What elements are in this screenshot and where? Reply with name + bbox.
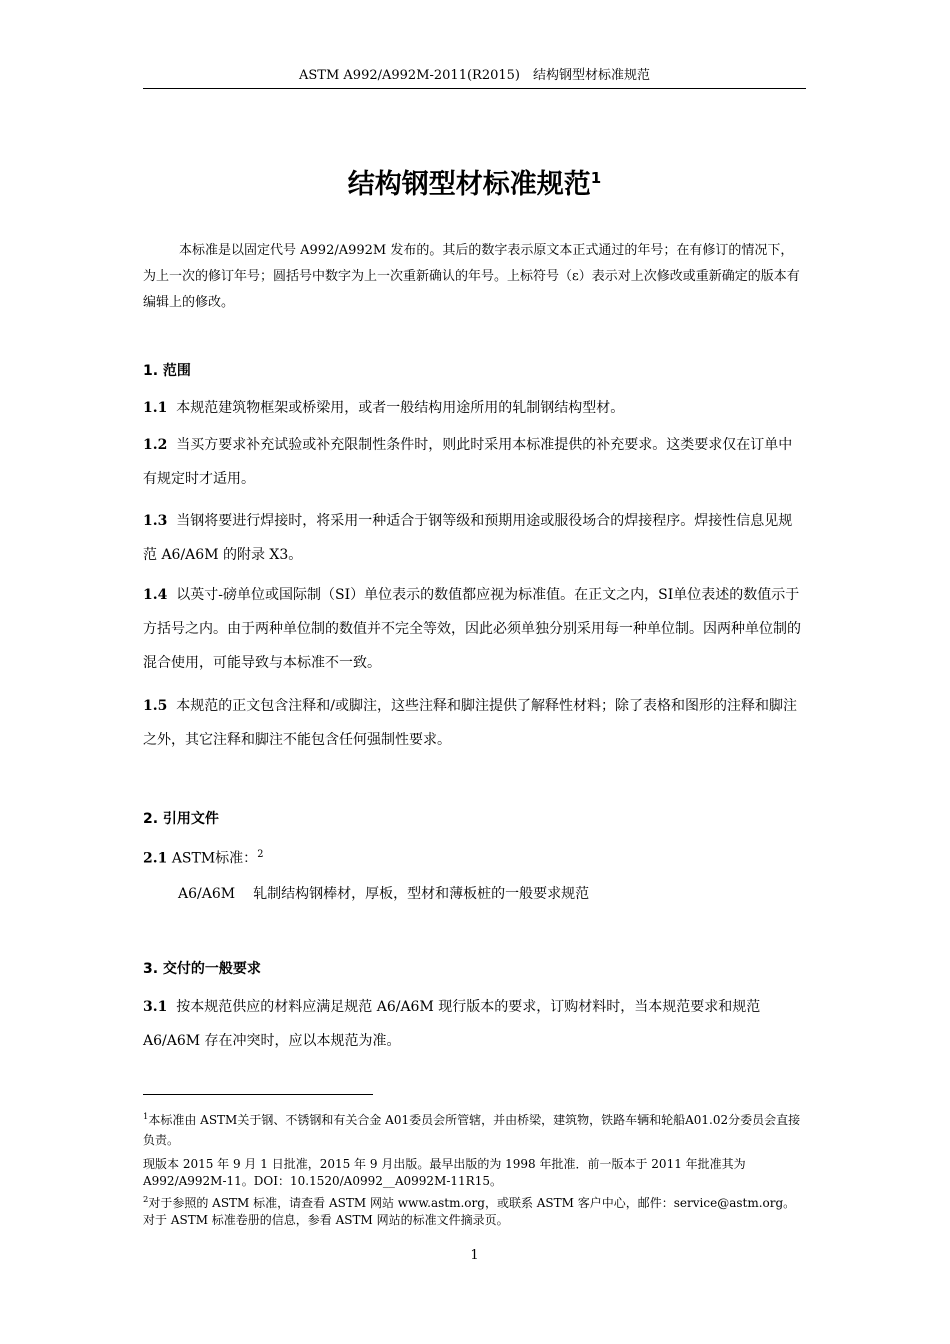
clause-number: 1.3 — [143, 513, 168, 529]
document-title — [143, 160, 806, 203]
clause-number: 1.1 — [143, 400, 168, 416]
clause-number: 1.5 — [143, 698, 168, 714]
clause-1-2 — [143, 428, 806, 496]
standard-title: 轧制结构钢棒材，厚板，型材和薄板桩的一般要求规范 — [253, 886, 590, 902]
running-header: ASTM A992/A992M-2011(R2015) 结构钢型材标准规范 — [299, 68, 650, 83]
section-1-heading: 1. 范围 — [143, 363, 191, 379]
title-footnote-mark: 1 — [590, 169, 602, 187]
footnote-mark: 1 — [143, 1111, 149, 1121]
footnote-rule — [143, 1094, 373, 1095]
clause-number: 3.1 — [143, 999, 168, 1015]
clause-3-1 — [143, 990, 806, 1058]
clause-text: 本规范的正文包含注释和/或脚注，这些注释和脚注提供了解释性材料；除了表格和图形的注释和脚注之外，其它注释和脚注不能包含任何强制性要求。 — [143, 698, 797, 748]
clause-1-4 — [143, 578, 806, 680]
footnote-2 — [143, 1191, 806, 1229]
footnote-ref-2: 2 — [257, 849, 264, 860]
clause-text: 按本规范供应的材料应满足规范 A6/A6M 现行版本的要求，订购材料时，当本规范要求和规范 A6/A6M 存在冲突时，应以本规范为准。 — [143, 999, 761, 1049]
clause-text: 当买方要求补充试验或补充限制性条件时，则此时采用本标准提供的补充要求。这类要求仅在订单中有规定时才适用。 — [143, 437, 793, 487]
clause-text: 以英寸-磅单位或国际制（SI）单位表示的数值都应视为标准值。在正文之内，SI单位表述的数值示于方括号之内。由于两种单位制的数值并不完全等效，因此必须单独分别采用每一种单位制。因两种单位制的混合使用，可能导致与本标准不一致。 — [143, 587, 801, 671]
clause-text: ASTM标准： — [171, 850, 258, 867]
footnote-mark: 2 — [143, 1194, 149, 1204]
page-number: 1 — [470, 1248, 479, 1263]
footnote-text: 本标准由 ASTM关于钢、不锈钢和有关合金 A01委员会所管辖，并由桥梁，建筑物，铁路车辆和轮船A01.02分委员会直接负责。 — [143, 1113, 801, 1147]
section-2-heading: 2. 引用文件 — [143, 811, 219, 827]
header-rule — [143, 88, 806, 89]
footnote-1-approval: 现版本 2015 年 9 月 1 日批准，2015 年 9 月出版。最早出版的为 1998 年批准．前一版本于 2011 年批准其为 A992/A992M-11。DOI：10.1520/A0992__A0992M-11R15。 — [143, 1157, 746, 1188]
clause-2-1 — [143, 838, 806, 876]
clause-number: 1.2 — [143, 437, 168, 453]
intro-paragraph: 本标准是以固定代号 A992/A992M 发布的。其后的数字表示原文本正式通过的年号；在有修订的情况下，为上一次的修订年号；圆括号中数字为上一次重新确认的年号。上标符号（ε）表示对上次修改或重新确定的版本有编辑上的修改。 — [143, 243, 800, 310]
clause-1-1 — [143, 391, 806, 425]
clause-1-5 — [143, 689, 806, 757]
section-3-heading: 3. 交付的一般要求 — [143, 961, 261, 977]
clause-number: 2.1 — [143, 850, 168, 867]
referenced-standard — [178, 883, 589, 903]
footnote-1 — [143, 1106, 806, 1150]
clause-number: 1.4 — [143, 587, 168, 603]
clause-text: 当钢将要进行焊接时，将采用一种适合于钢等级和预期用途或服役场合的焊接程序。焊接性信息见规范 A6/A6M 的附录 X3。 — [143, 513, 793, 563]
clause-1-3 — [143, 504, 806, 572]
standard-code: A6/A6M — [178, 886, 236, 902]
clause-text: 本规范建筑物框架或桥梁用，或者一般结构用途所用的轧制钢结构型材。 — [176, 400, 625, 416]
footnote-text: 对于参照的 ASTM 标准，请查看 ASTM 网站 www.astm.org，或联系 ASTM 客户中心，邮件：service@astm.org。对于 ASTM 标准卷册的信息，参看 ASTM 网站的标准文件摘录页。 — [143, 1196, 796, 1227]
document-title-text: 结构钢型材标准规范 — [347, 169, 591, 200]
